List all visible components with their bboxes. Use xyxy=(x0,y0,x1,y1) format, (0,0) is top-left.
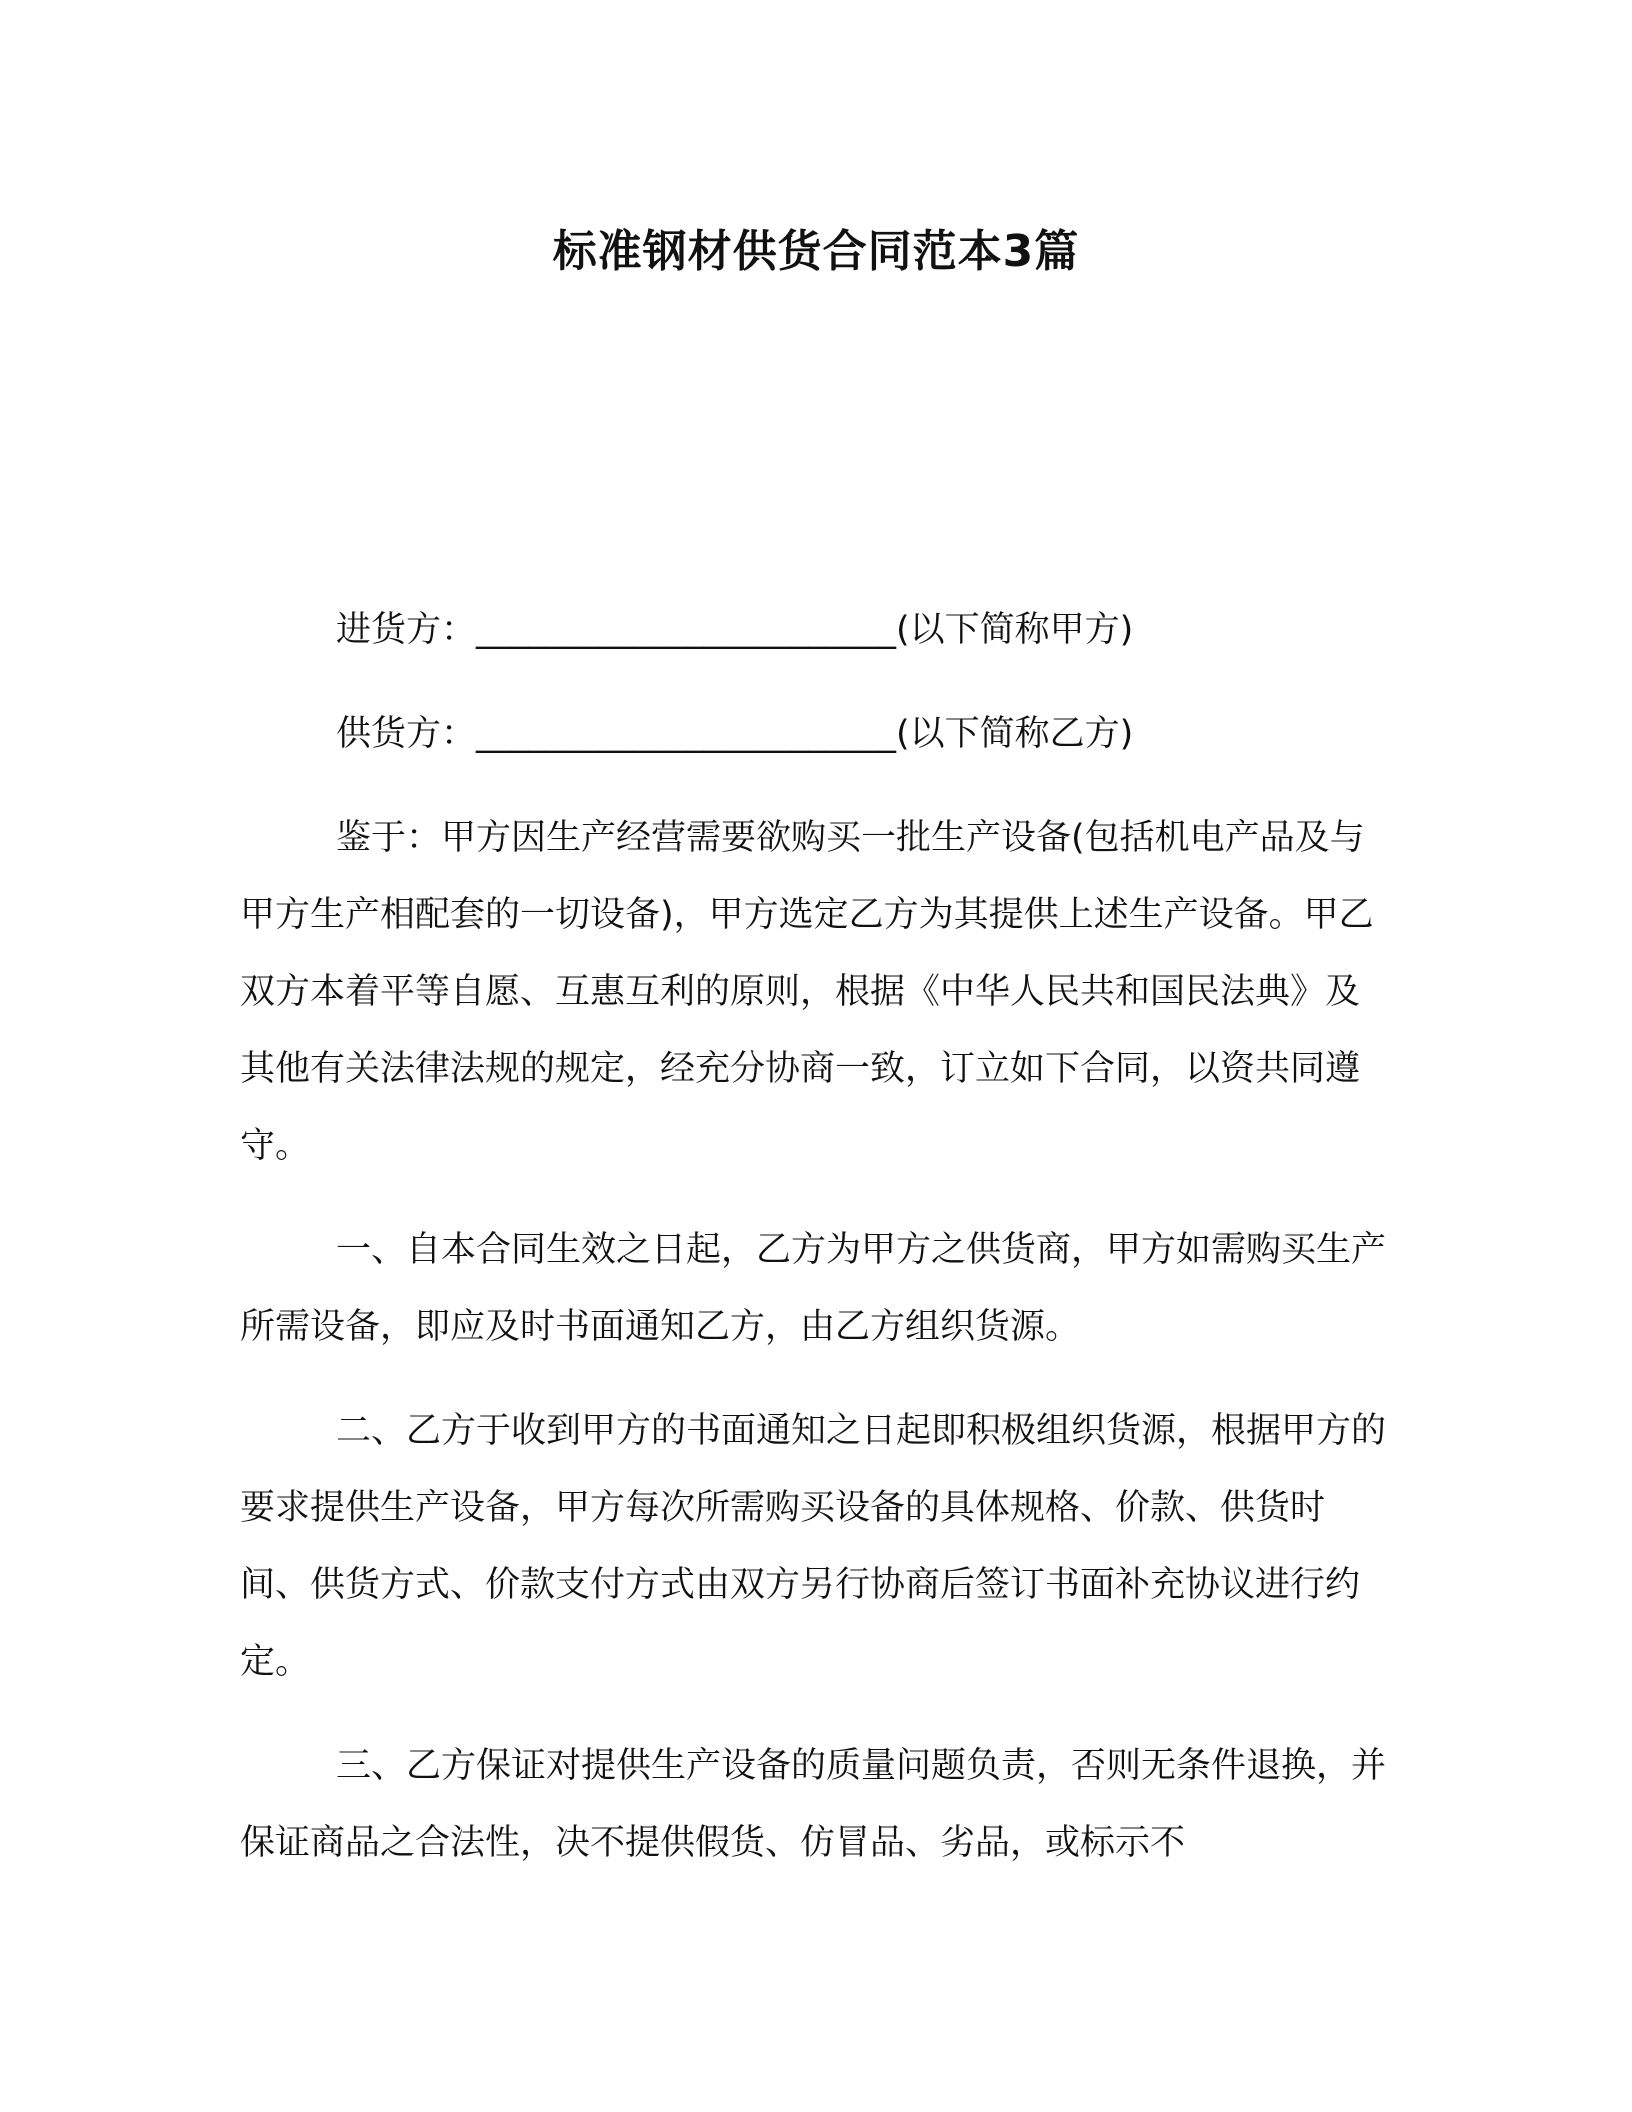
buyer-note: (以下简称甲方) xyxy=(896,610,1134,650)
clause-one: 一、自本合同生效之日起，乙方为甲方之供货商，甲方如需购买生产所需设备，即应及时书面通知乙方，由乙方组织货源。 xyxy=(240,1230,1387,1347)
supplier-blank: ________________________ xyxy=(476,714,897,754)
buyer-line xyxy=(240,592,1392,669)
clause-three: 三、乙方保证对提供生产设备的质量问题负责，否则无条件退换，并保证商品之合法性，决不提供假货、仿冒品、劣品，或标示不 xyxy=(240,1746,1387,1863)
buyer-label: 进货方： xyxy=(336,610,477,650)
document-title: 标准钢材供货合同范本3篇 xyxy=(552,226,1080,277)
supplier-note: (以下简称乙方) xyxy=(896,714,1134,754)
contract-body xyxy=(240,592,1392,1882)
recital-paragraph: 鉴于：甲方因生产经营需要欲购买一批生产设备(包括机电产品及与甲方生产相配套的一切设备)，甲方选定乙方为其提供上述生产设备。甲乙双方本着平等自愿、互惠互利的原则，根据《中华人民共和国民法典》及其他有关法律法规的规定，经充分协商一致，订立如下合同，以资共同遵守。 xyxy=(240,818,1374,1166)
buyer-blank: ________________________ xyxy=(476,610,897,650)
supplier-label: 供货方： xyxy=(336,714,477,754)
supplier-line xyxy=(240,696,1392,773)
clause-two: 二、乙方于收到甲方的书面通知之日起即积极组织货源，根据甲方的要求提供生产设备，甲方每次所需购买设备的具体规格、价款、供货时间、供货方式、价款支付方式由双方另行协商后签订书面补充协议进行约定。 xyxy=(240,1411,1387,1682)
